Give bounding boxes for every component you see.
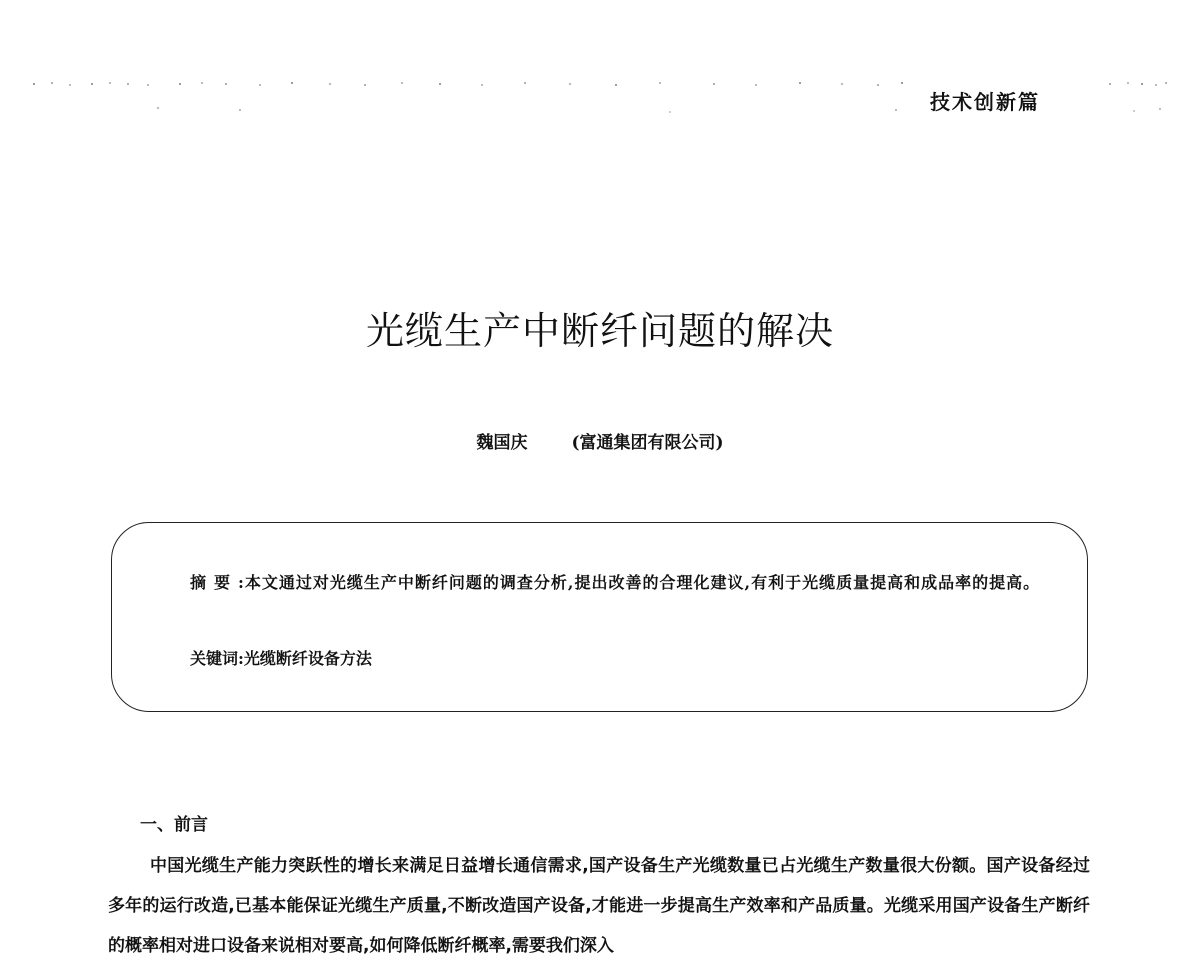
author-line [0,428,1200,453]
keywords-line [190,646,372,669]
author-affiliation: (富通集团有限公司) [571,433,724,453]
keywords-value: 光缆断纤设备方法 [243,649,372,668]
keywords-label: 关键词: [190,649,244,668]
author-name: 魏国庆 [476,433,528,453]
abstract-paragraph [138,563,1058,603]
section-heading: 一、前言 [140,815,208,835]
section-paragraph: 中国光缆生产能力突跃性的增长来满足日益增长通信需求,国产设备生产光缆数量已占光缆生产数量很大份额。国产设备经过多年的运行改造,已基本能保证光缆生产质量,不断改造国产设备,才能进一步提高生产效率和产品质量。光缆采用国产设备生产断纤的概率相对进口设备来说相对要高,如何降低断纤概率,需要我们深入 [108,856,1090,956]
abstract-separator: : [238,573,245,592]
abstract-label: 摘要 [190,573,239,592]
abstract-box [111,522,1088,712]
article-title: 光缆生产中断纤问题的解决 [365,309,834,353]
section-tag: 技术创新篇 [930,90,1040,114]
abstract-body: 本文通过对光缆生产中断纤问题的调查分析,提出改善的合理化建议,有利于光缆质量提高和成品率的提高。 [244,573,1041,592]
